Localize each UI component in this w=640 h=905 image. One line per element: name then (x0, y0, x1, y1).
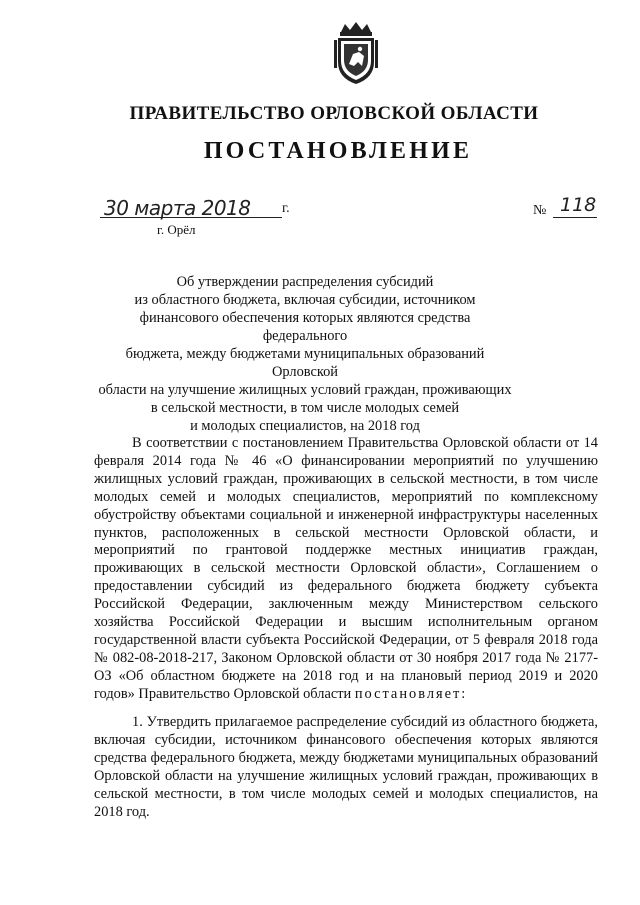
handwritten-number: 118 (560, 194, 597, 216)
subject-line: в сельской местности, в том числе молодых семей (150, 400, 460, 416)
city-label: г. Орёл (157, 222, 196, 237)
subject-line: финансового обеспечения которых являются средства федерального (139, 310, 471, 344)
subject-line: и молодых специалистов, на 2018 год (190, 418, 420, 434)
preamble-paragraph (94, 435, 598, 704)
date-underline (100, 217, 282, 218)
coat-of-arms-icon (331, 22, 381, 86)
subject-line: области на улучшение жилищных условий граждан, проживающих (98, 382, 512, 398)
subject-line: Об утверждении распределения субсидий (176, 274, 434, 290)
number-underline (553, 217, 597, 218)
handwritten-date: 30 марта 2018 (104, 196, 251, 220)
number-sign: № (533, 203, 547, 218)
clause-1-paragraph: 1. Утвердить прилагаемое распределение субсидий из областного бюджета, включая субсидии, источником финансового обеспечения которых являются средства федерального бюджета, между бюджетами муниципальных образований Орловской области на улучшение жилищных условий граждан, проживающих в сельской местности, в том числе молодых семей и молодых специалистов, на 2018 год. (94, 714, 598, 820)
preamble-text: В соответствии с постановлением Правительства Орловской области от 14 февраля 2014 года № 46 «О финансировании мероприятий по улучшению жилищных условий граждан, проживающих в сельской местности, в том числе молодых семей и молодых специалистов, мероприятий по комплексному обустройству объектами социальной и инженерной инфраструктуры населенных пунктов, расположенных в сельской местности Орловской области, и мероприятий по грантовой поддержке местных инициатив граждан, проживающих в сельской местности Орловской области», Соглашением о предоставлении субсидий из федерального бюджета бюджету субъекта Российской Федерации, заключенным между Министерством сельского хозяйства Российской Федерации и высшим исполнительным органом государственной власти субъекта Российской Федерации, от 5 февраля 2018 года № 082-08-2018-217, Законом Орловской области от 30 ноября 2017 года № 2177-ОЗ «Об областном бюджете на 2018 год и на плановый период 2019 и 2020 годов» Правительство Орловской области (94, 435, 598, 702)
government-title: ПРАВИТЕЛЬСТВО ОРЛОВСКОЙ ОБЛАСТИ (129, 103, 539, 124)
subject-line: из областного бюджета, включая субсидии, источником (134, 292, 476, 308)
subject-line: бюджета, между бюджетами муниципальных образований Орловской (125, 346, 485, 380)
document-type-title: ПОСТАНОВЛЕНИЕ (203, 138, 473, 164)
document-subject (96, 273, 514, 435)
date-suffix: г. (282, 201, 290, 216)
decrees-word: постановляет: (354, 685, 468, 702)
